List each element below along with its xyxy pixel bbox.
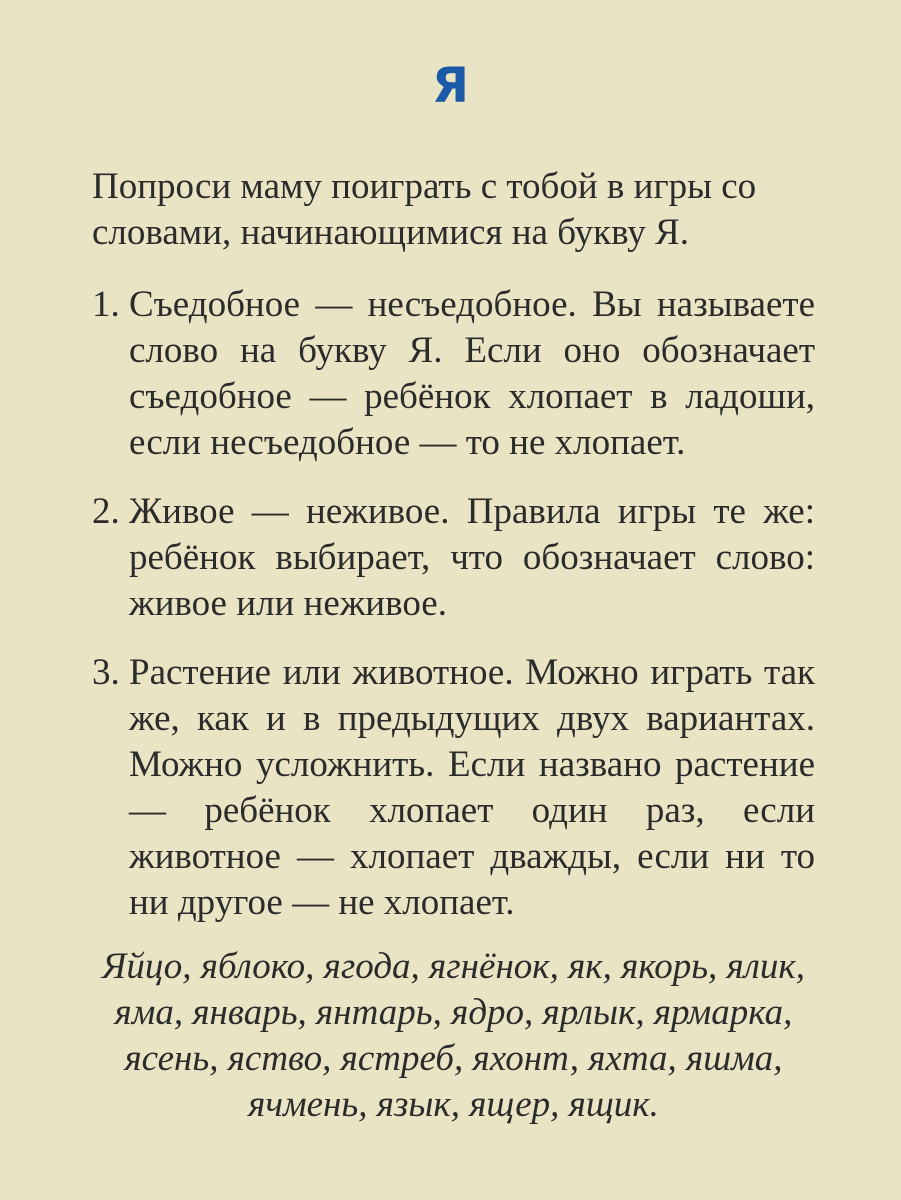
game-item-1 [92,282,815,466]
game-number: 1. [92,284,120,325]
word-list: Яйцо, яблоко, ягода, ягнёнок, як, якорь, ялик, яма, январь, янтарь, ядро, ярлык, ярмарка, ясень, яство, ястреб, яхонт, яхта, яшма, ячмень, язык, ящер, ящик. [102,946,805,1125]
game-text: Растение или животное. Можно играть так же, как и в предыдущих двух вариантах. Можно усложнить. Если названо растение — ребёнок хлопает один раз, если животное — хлопает дважды, если ни то ни другое — не хлопает. [129,652,815,923]
game-text: Съедобное — несъедобное. Вы называете слово на букву Я. Если оно обозначает съедобное — ребёнок хлопает в ладоши, если несъедобное — то не хлопает. [129,284,815,463]
game-number: 3. [92,652,120,693]
page-title: Я [432,58,469,114]
game-text: Живое — неживое. Правила игры те же: ребёнок выбирает, что обозначает слово: живое или неживое. [129,491,815,624]
game-number: 2. [92,491,120,532]
game-item-3 [92,650,815,926]
game-item-2 [92,489,815,627]
intro-paragraph: Попроси маму поиграть с тобой в игры со словами, начинающимися на букву Я. [92,166,757,253]
games-list [92,282,815,949]
